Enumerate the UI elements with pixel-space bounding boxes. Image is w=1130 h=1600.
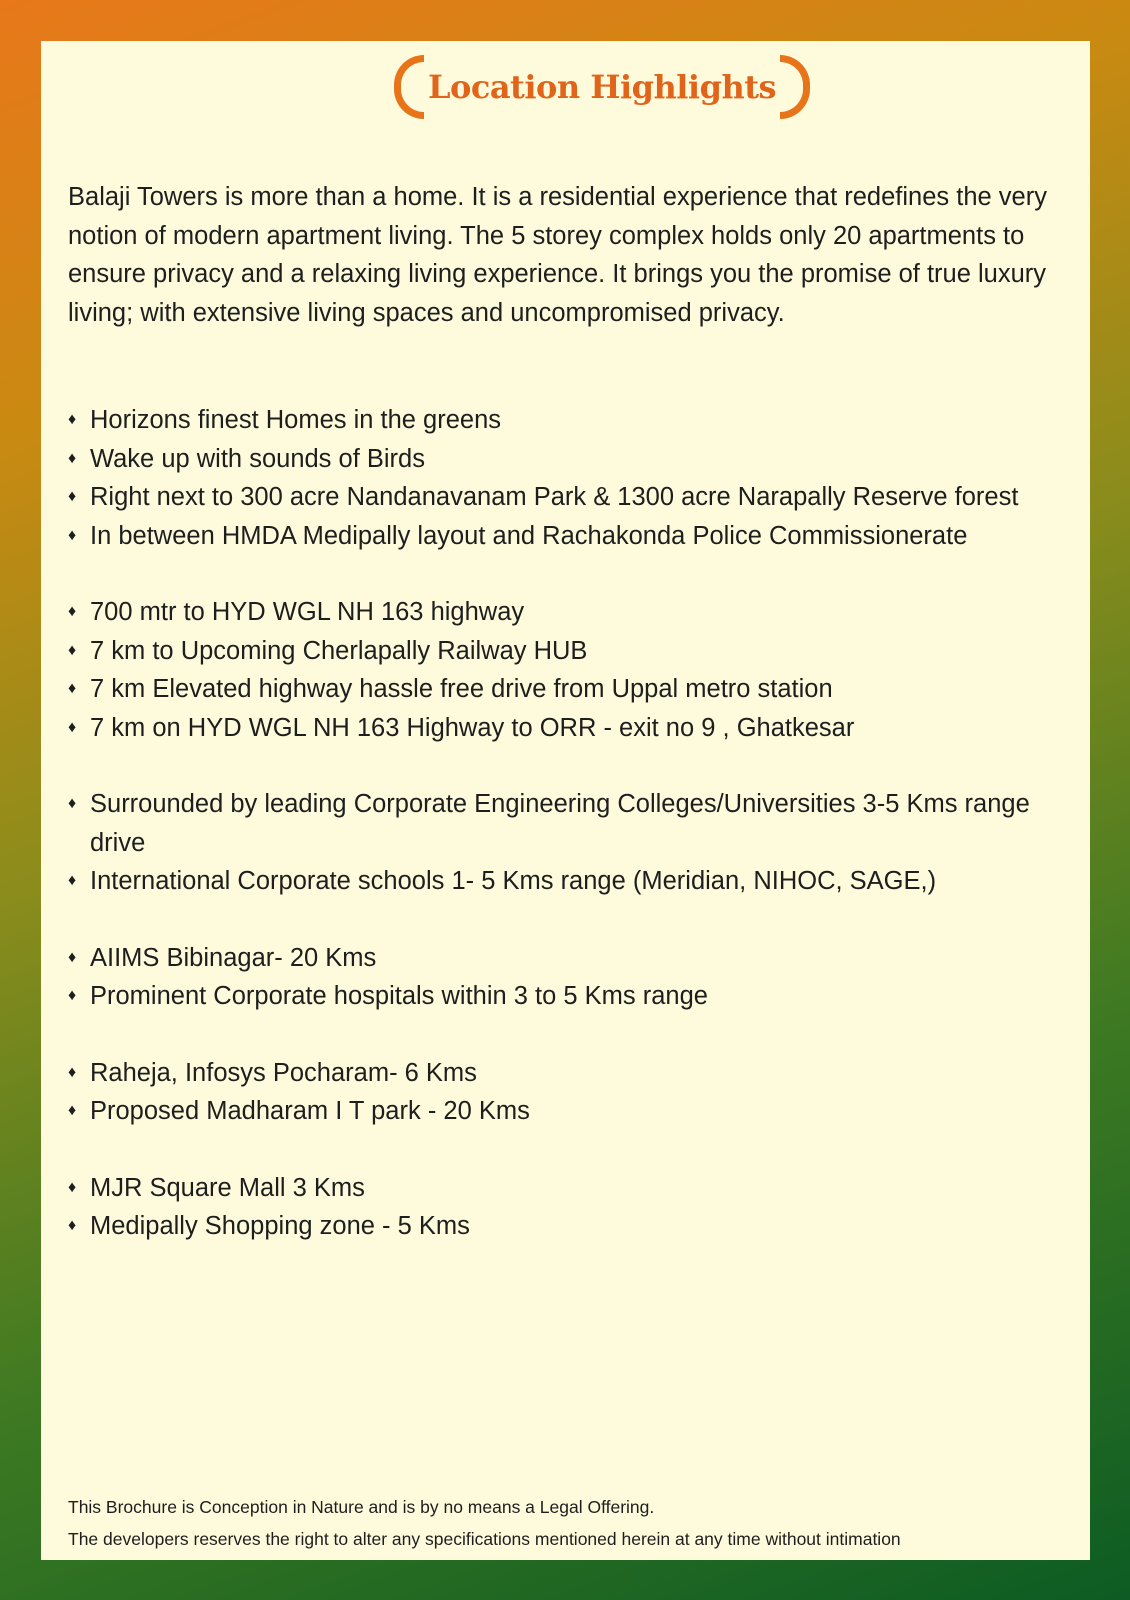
highlight-item	[68, 1054, 1088, 1093]
highlight-item	[68, 1169, 1088, 1208]
highlight-item	[68, 593, 1088, 632]
diamond-bullet-icon: ♦	[68, 411, 77, 428]
diamond-bullet-icon: ♦	[68, 1178, 77, 1196]
diamond-bullet-icon: ♦	[68, 1063, 77, 1081]
diamond-bullet-icon: ♦	[68, 449, 77, 467]
diamond-bullet-icon: ♦	[68, 1102, 77, 1119]
highlight-item-text: 7 km to Upcoming Cherlapally Railway HUB	[90, 636, 588, 665]
page-title: Location Highlights	[427, 68, 777, 106]
highlight-item-text: 7 km Elevated highway hassle free drive from Uppal metro station	[90, 675, 833, 703]
right-bracket-decoration	[780, 55, 810, 119]
highlights-lists	[68, 401, 1088, 1284]
diamond-bullet-icon: ♦	[68, 680, 77, 697]
highlight-group	[68, 785, 1088, 901]
diamond-bullet-icon: ♦	[68, 948, 77, 966]
diamond-bullet-icon: ♦	[68, 987, 77, 1004]
highlight-group	[68, 401, 1088, 555]
diamond-bullet-icon: ♦	[68, 641, 77, 659]
diamond-bullet-icon: ♦	[68, 718, 77, 736]
highlight-item-text: Surrounded by leading Corporate Engineering Colleges/Universities 3-5 Kms range drive	[90, 790, 1030, 857]
highlight-item-text: AIIMS Bibinagar- 20 Kms	[90, 943, 377, 972]
highlight-item-text: 700 mtr to HYD WGL NH 163 highway	[90, 598, 525, 626]
highlight-group	[68, 593, 1088, 747]
highlight-item	[68, 1092, 1088, 1131]
highlight-item-text: Prominent Corporate hospitals within 3 to 5 Kms range	[90, 982, 708, 1010]
diamond-bullet-icon: ♦	[68, 526, 77, 544]
diamond-bullet-icon: ♦	[68, 1217, 77, 1234]
highlight-item	[68, 1207, 1088, 1246]
highlight-group	[68, 1054, 1088, 1131]
highlight-item-text: MJR Square Mall 3 Kms	[90, 1173, 365, 1202]
highlight-item	[68, 862, 1088, 901]
title-badge	[394, 55, 810, 119]
highlight-item-text: Horizons finest Homes in the greens	[90, 406, 502, 434]
diamond-bullet-icon: ♦	[68, 872, 77, 889]
highlight-item	[68, 632, 1088, 671]
diamond-bullet-icon: ♦	[68, 603, 77, 620]
diamond-bullet-icon: ♦	[68, 795, 77, 812]
left-bracket-decoration	[394, 55, 424, 119]
highlight-item-text: 7 km on HYD WGL NH 163 Highway to ORR - exit no 9 , Ghatkesar	[90, 713, 855, 742]
highlight-item	[68, 440, 1088, 479]
highlight-item	[68, 478, 1088, 517]
disclaimer-line-2: The developers reserves the right to alter any specifications mentioned herein at any time without intimation	[68, 1529, 901, 1549]
highlight-item	[68, 401, 1088, 440]
highlight-item	[68, 977, 1088, 1016]
disclaimer	[68, 1491, 1068, 1555]
highlight-item-text: Medipally Shopping zone - 5 Kms	[90, 1212, 470, 1240]
diamond-bullet-icon: ♦	[68, 488, 77, 505]
highlight-item-text: Raheja, Infosys Pocharam- 6 Kms	[90, 1058, 477, 1087]
highlight-item-text: Wake up with sounds of Birds	[90, 444, 425, 473]
highlight-item	[68, 670, 1088, 709]
highlight-item	[68, 939, 1088, 978]
highlight-group	[68, 1169, 1088, 1246]
disclaimer-line-1: This Brochure is Conception in Nature and is by no means a Legal Offering.	[68, 1497, 655, 1517]
brochure-panel	[41, 41, 1090, 1560]
highlight-item-text: International Corporate schools 1- 5 Kms range (Meridian, NIHOC, SAGE,)	[90, 867, 937, 895]
highlight-item	[68, 785, 1088, 862]
highlight-item-text: Right next to 300 acre Nandanavanam Park & 1300 acre Narapally Reserve forest	[90, 483, 1019, 511]
intro-paragraph: Balaji Towers is more than a home. It is a residential experience that redefines the very notion of modern apartment living. The 5 storey complex holds only 20 apartments to ensure privacy and a relaxing living experience. It brings you the promise of true luxury living; with extensive living spaces and uncompromised privacy.	[68, 183, 1047, 327]
highlight-item-text: Proposed Madharam I T park - 20 Kms	[90, 1097, 530, 1125]
highlight-item-text: In between HMDA Medipally layout and Rachakonda Police Commissionerate	[90, 521, 968, 550]
highlight-item	[68, 709, 1088, 748]
highlight-item	[68, 517, 1088, 556]
highlight-group	[68, 939, 1088, 1016]
